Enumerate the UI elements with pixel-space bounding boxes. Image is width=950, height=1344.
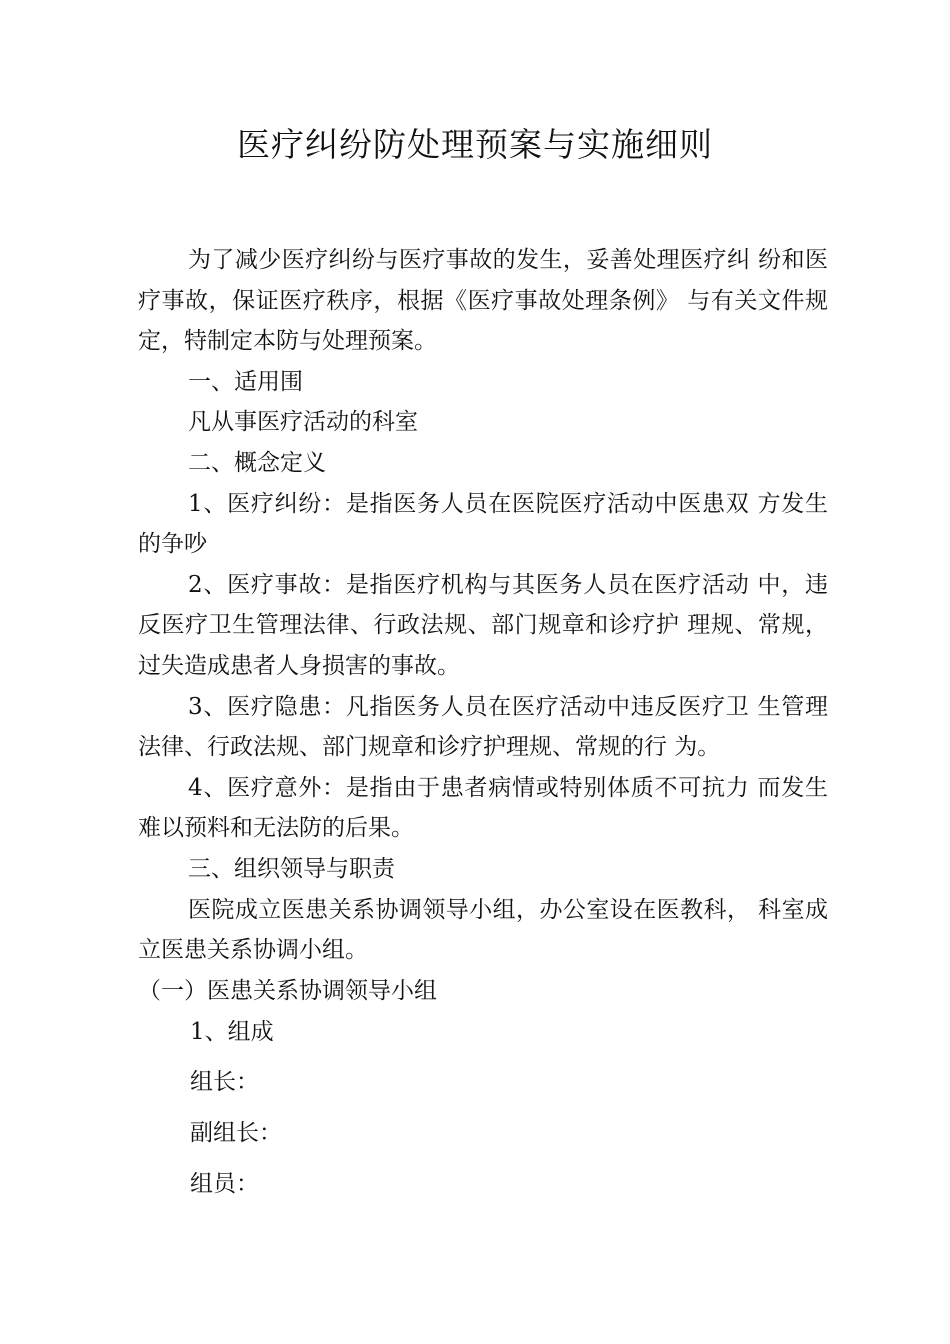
- document-body: [138, 240, 828, 1011]
- roster-composition: 1、组成: [190, 1019, 274, 1045]
- scope-paragraph: 凡从事医疗活动的科室: [188, 409, 418, 436]
- document-title: 医疗纠纷防处理预案与实施细则: [237, 125, 713, 164]
- section-heading-definitions: 二、概念定义: [188, 449, 326, 476]
- definition-medical-dispute: 1、医疗纠纷：是指医务人员在医院医疗活动中医患双 方发生的争吵: [138, 490, 828, 558]
- organization-paragraph: 医院成立医患关系协调领导小组，办公室设在医教科， 科室成立医患关系协调小组。: [138, 896, 828, 964]
- section-heading-organization: 三、组织领导与职责: [188, 855, 395, 882]
- roster-deputy: 副组长：: [190, 1120, 282, 1146]
- definition-medical-mishap: 4、医疗意外：是指由于患者病情或特别体质不可抗力 而发生难以预料和无法防的后果。: [138, 774, 828, 842]
- section-heading-scope: 一、适用围: [188, 368, 303, 395]
- roster-members: 组员：: [190, 1171, 259, 1197]
- definition-medical-hazard: 3、医疗隐患：凡指医务人员在医疗活动中违反医疗卫 生管理法律、行政法规、部门规章和诊疗护理规、常规的行 为。: [138, 693, 828, 761]
- definition-medical-accident: 2、医疗事故：是指医疗机构与其医务人员在医疗活动 中，违反医疗卫生管理法律、行政法规、部门规章和诊疗护 理规、常规，过失造成患者人身损害的事故。: [138, 571, 828, 679]
- roster-leader: 组长：: [190, 1069, 259, 1095]
- subsection-heading-leading-group: （一）医患关系协调领导小组: [138, 977, 437, 1004]
- intro-paragraph: 为了减少医疗纠纷与医疗事故的发生，妥善处理医疗纠 纷和医疗事故，保证医疗秩序，根据《医疗事故处理条例》 与有关文件规定，特制定本防与处理预案。: [138, 247, 828, 355]
